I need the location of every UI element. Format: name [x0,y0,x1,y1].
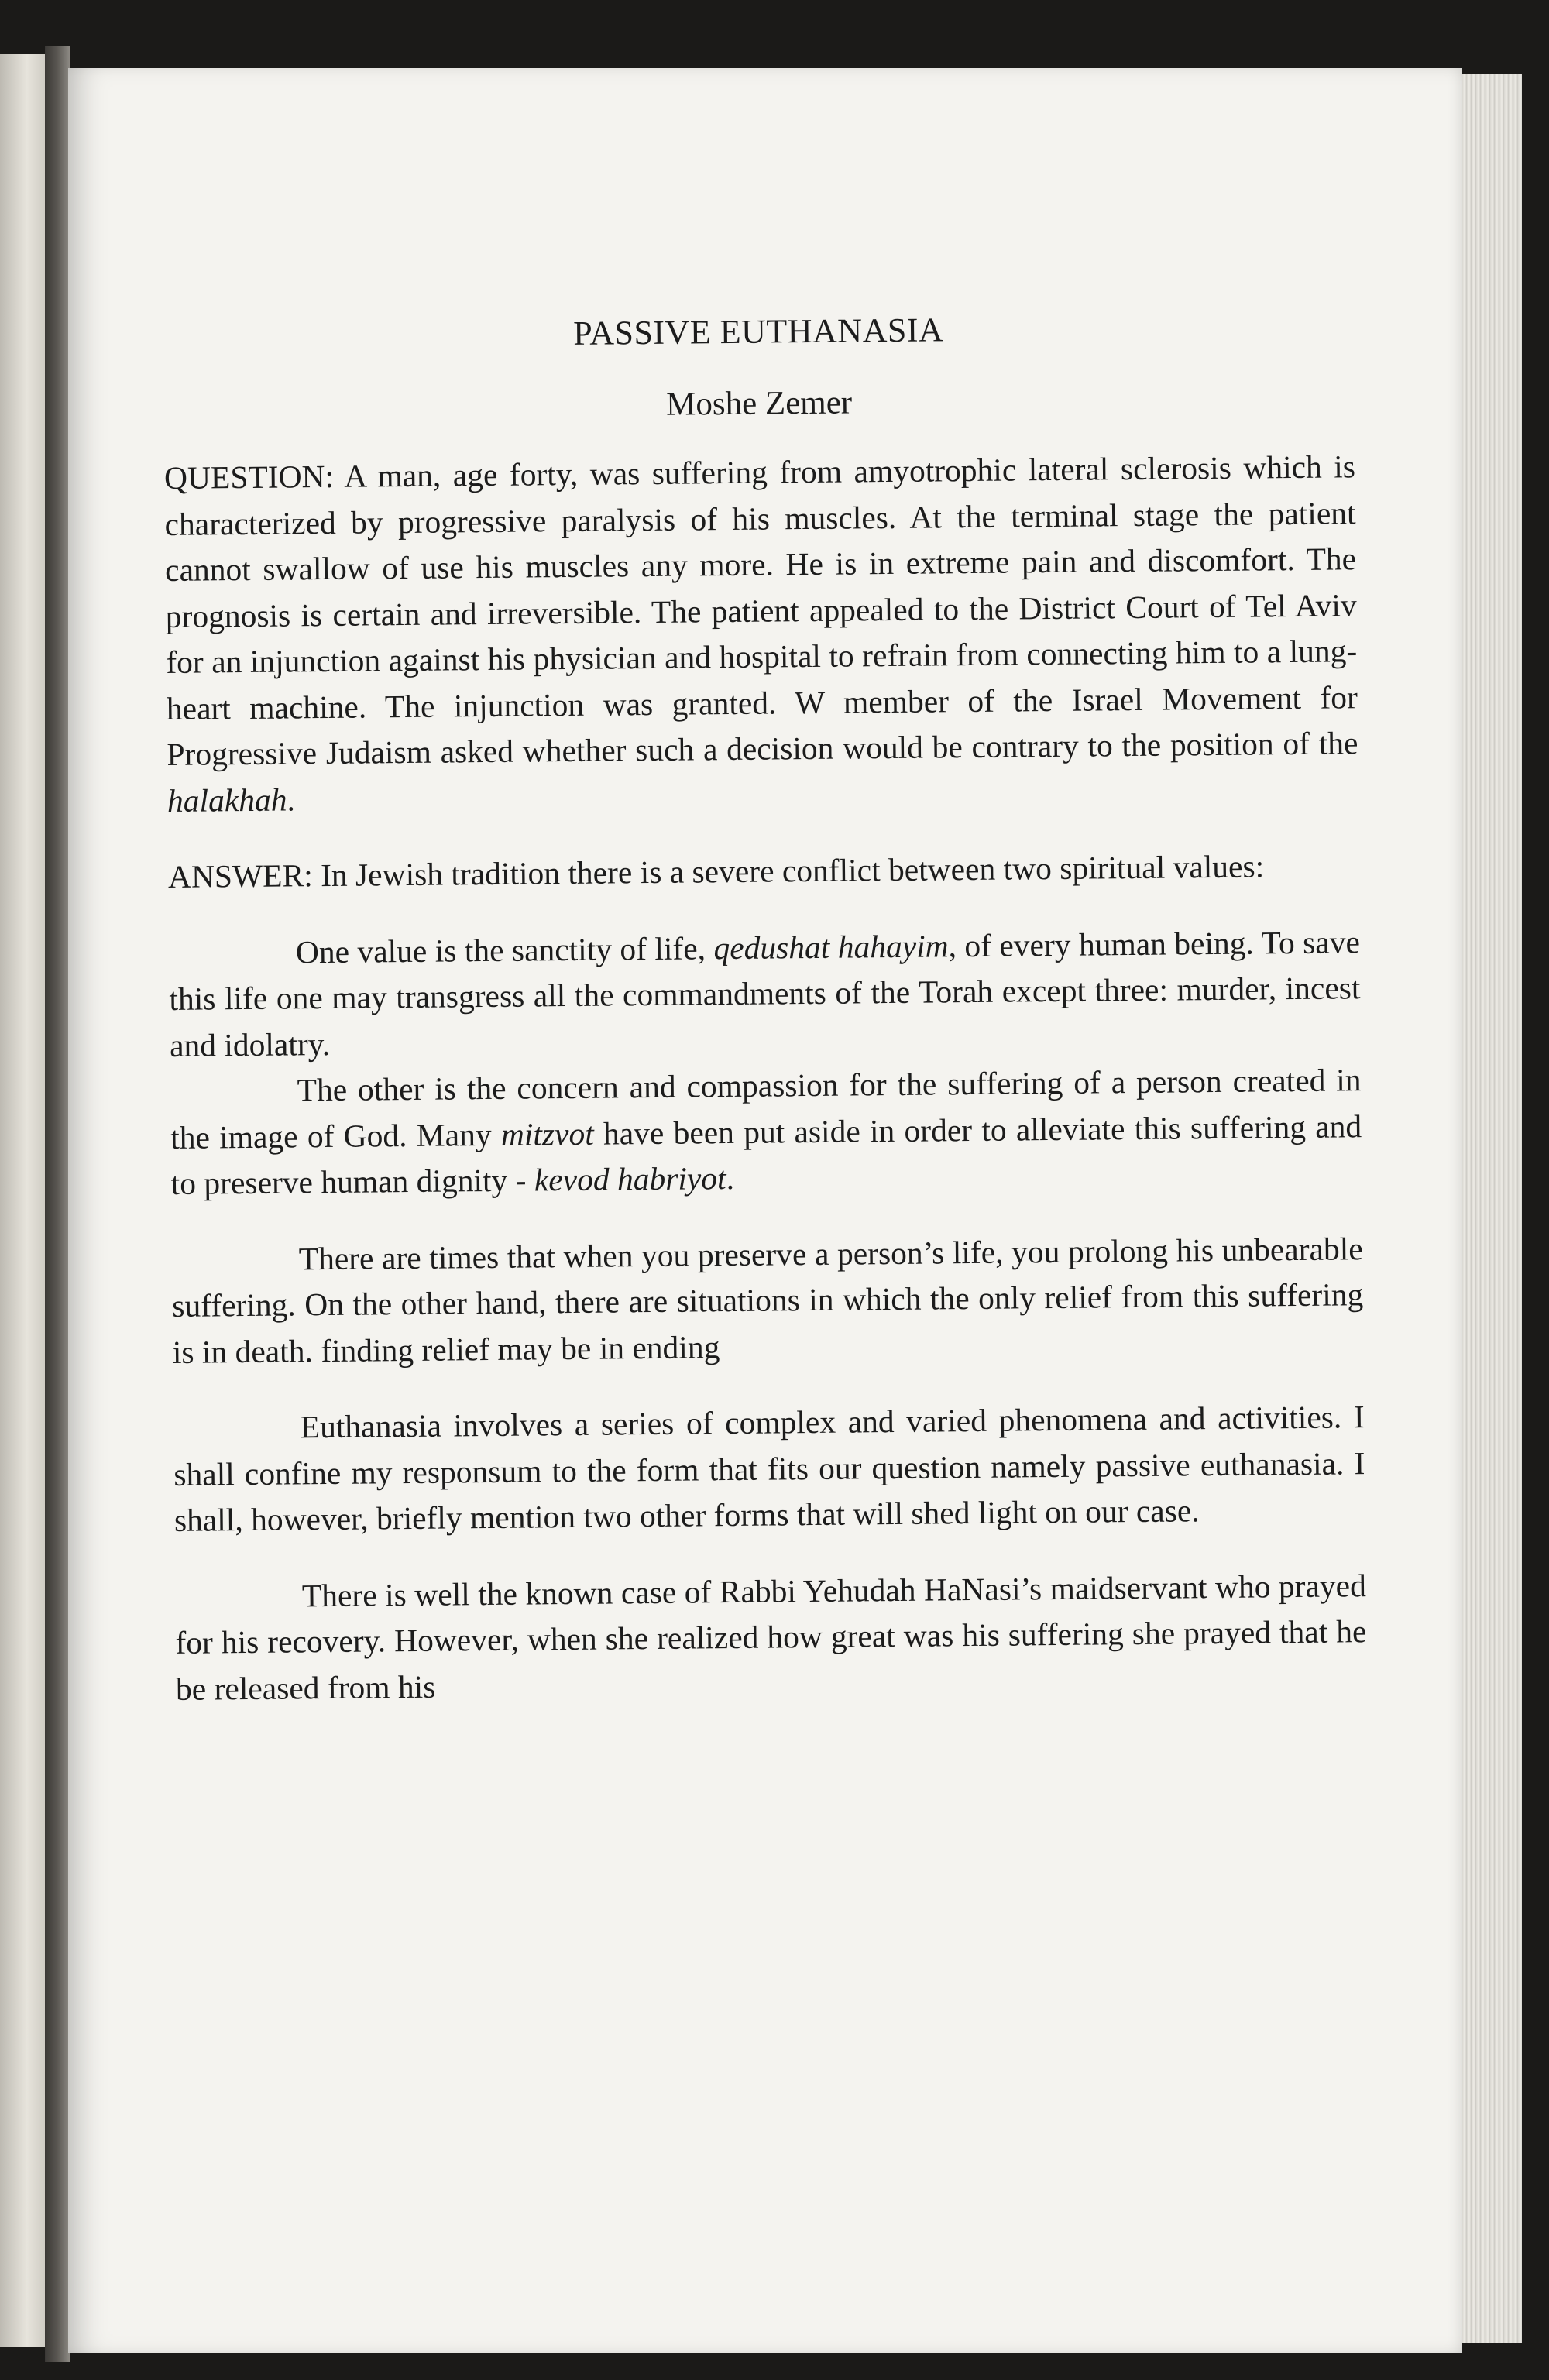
p2-term-1: mitzvot [500,1115,594,1152]
page-content [163,303,1367,1712]
p1-term: qedushat hahayim [713,927,949,966]
question-text: QUESTION: A man, age forty, was suffering from amyotrophic lateral sclerosis which is characterized by progressive paralysis of his muscles. At the terminal stage the patient cannot swallow of use his muscles any more. He is in extreme pain and discomfort. The prognosis is certain and irreversible. The patient appealed to the District Court of Tel Aviv for an injunction against his physician and hospital to refrain from connecting him to a lung-heart machine. The injunction was granted. W member of the Israel Movement for Progressive Judaism asked whether such a decision would be contrary to the position of the [163,448,1358,772]
paragraph-1 [169,919,1362,1069]
p1-end: , of every human being. To save this life one may transgress all the commandments of the Torah except three: murder, incest and idolatry. [169,923,1361,1063]
question-term: halakhah [167,781,287,819]
p2-start: The other is the concern and compassion for the suffering of a person created in the image of God. Many [170,1062,1362,1156]
p2-end: . [726,1159,735,1197]
p2-mid: have been put aside in order to alleviate this suffering and to preserve human dignity - [170,1108,1362,1201]
p1-start: One value is the sanctity of life, [295,929,706,970]
article-title: PASSIVE EUTHANASIA [573,311,944,352]
paragraph-4: Euthanasia involves a series of complex and varied phenomena and activities. I shall confine my responsum to the form that fits our question namely passive euthanasia. I shall, however, briefly mention two other forms that will shed light on our case. [173,1399,1365,1538]
paragraph-5: There is well the known case of Rabbi Yehudah HaNasi’s maidservant who prayed for his recovery. However, when she realized how great was his suffering she prayed that he be released from his [175,1567,1367,1707]
left-page-edge [0,54,45,2347]
paragraph-3: There are times that when you preserve a person’s life, you prolong his unbearable suffering. On the other hand, there are situations in which the only relief from this suffering is in death. finding relief may be in ending [172,1230,1364,1370]
book-gutter [45,46,70,2362]
book-page [68,68,1462,2353]
question-end: . [287,781,296,817]
question-paragraph [164,444,1358,824]
answer-paragraph: ANSWER: In Jewish tradition there is a severe conflict between two spiritual values: [167,848,1265,895]
paragraph-2 [170,1057,1362,1207]
p2-term-2: kevod habriyot [534,1160,726,1198]
article-author: Moshe Zemer [665,383,853,423]
